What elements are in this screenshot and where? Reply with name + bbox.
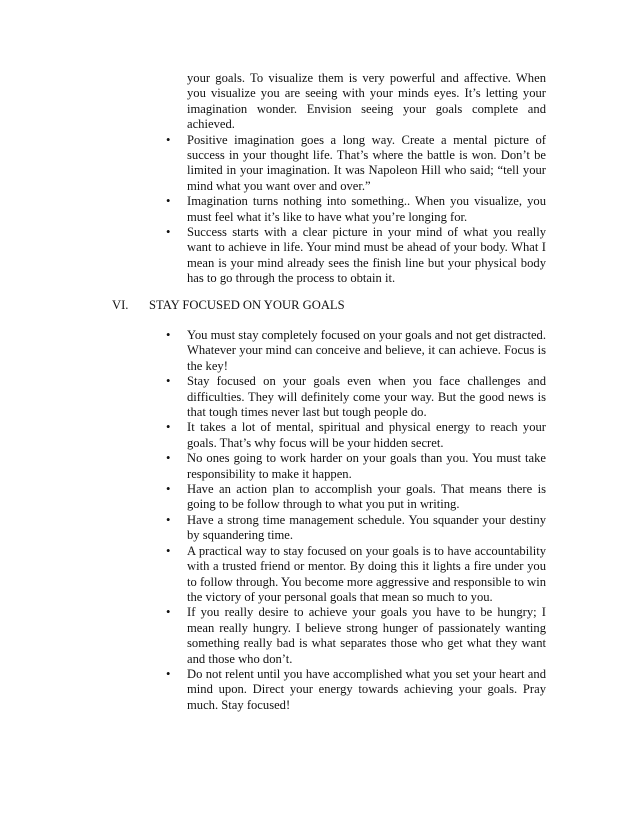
bullet-icon: • xyxy=(166,543,171,558)
list-item-text: It takes a lot of mental, spiritual and physical energy to reach your goals. That’s why focus will be your hidden secret. xyxy=(187,420,546,450)
list-item xyxy=(166,667,546,713)
list-item xyxy=(166,482,546,513)
list-item-text: Do not relent until you have accomplished what you set your heart and mind upon. Direct your energy towards achieving your goals. Pray much. Stay focused! xyxy=(187,666,546,712)
bullet-icon: • xyxy=(166,194,171,209)
list-item xyxy=(166,374,546,420)
bullet-icon: • xyxy=(166,482,171,497)
list-item xyxy=(166,225,546,287)
section-title: STAY FOCUSED ON YOUR GOALS xyxy=(149,298,345,312)
list-item xyxy=(166,328,546,374)
section-heading xyxy=(112,298,345,313)
list-item-text: Success starts with a clear picture in your mind of what you really want to achieve in life. Your mind must be ahead of your body. What I mean is your mind already sees the finish line but your physical body has to go through the process to obtain it. xyxy=(187,225,546,286)
list-item xyxy=(166,451,546,482)
bullet-icon: • xyxy=(166,225,171,240)
bullet-icon: • xyxy=(166,328,171,342)
list-item xyxy=(166,133,546,195)
list-item-text: Positive imagination goes a long way. Create a mental picture of success in your thought life. That’s where the battle is won. Don’t be limited in your imagination. It was Napoleon Hill who said; “tell your mind what you want over and over.” xyxy=(187,132,546,193)
bullet-icon: • xyxy=(166,420,171,435)
list-item xyxy=(166,605,546,667)
list-item xyxy=(166,544,546,606)
bullet-icon: • xyxy=(166,605,171,620)
bullet-icon: • xyxy=(166,451,171,466)
bullet-icon: • xyxy=(166,512,171,527)
list-item-text: Imagination turns nothing into something.. When you visualize, you must feel what it’s like to have what you’re longing for. xyxy=(187,194,546,224)
list-item-text: Stay focused on your goals even when you face challenges and difficulties. They will definitely come your way. But the good news is that tough times never last but tough people do. xyxy=(187,374,546,420)
list-item-text: You must stay completely focused on your goals and not get distracted. Whatever your mind can conceive and believe, it can achieve. Focus is the key! xyxy=(187,328,546,373)
continuation-text: your goals. To visualize them is very powerful and affective. When you visualize you are seeing with your minds eyes. It’s letting your imagination wonder. Envision seeing your goals complete and achieved. xyxy=(187,71,546,132)
list-item xyxy=(166,420,546,451)
list-item xyxy=(166,194,546,225)
list-item-text: A practical way to stay focused on your goals is to have accountability with a trusted friend or mentor. By doing this it lights a fire under you to follow through. You become more aggressive and responsible to win the victory of your personal goals that mean so much to you. xyxy=(187,543,546,604)
list-item-text: Have a strong time management schedule. You squander your destiny by squandering time. xyxy=(187,512,546,543)
list-item-text: No ones going to work harder on your goals than you. You must take responsibility to make it happen. xyxy=(187,451,546,481)
bullet-list-visualization xyxy=(166,71,546,287)
bullet-icon: • xyxy=(166,132,171,147)
list-item xyxy=(166,513,546,544)
bullet-icon: • xyxy=(166,374,171,389)
section-number: VI. xyxy=(112,298,129,312)
list-item-text: If you really desire to achieve your goals you have to be hungry; I mean really hungry. I believe strong hunger of passionately wanting something really bad is what separates those who get what they want and those who don’t. xyxy=(187,605,546,666)
list-item-text: Have an action plan to accomplish your goals. That means there is going to be follow through to what you put in writing. xyxy=(187,482,546,512)
bullet-list-stay-focused xyxy=(166,328,546,713)
continuation-paragraph xyxy=(166,71,546,133)
bullet-icon: • xyxy=(166,666,171,681)
